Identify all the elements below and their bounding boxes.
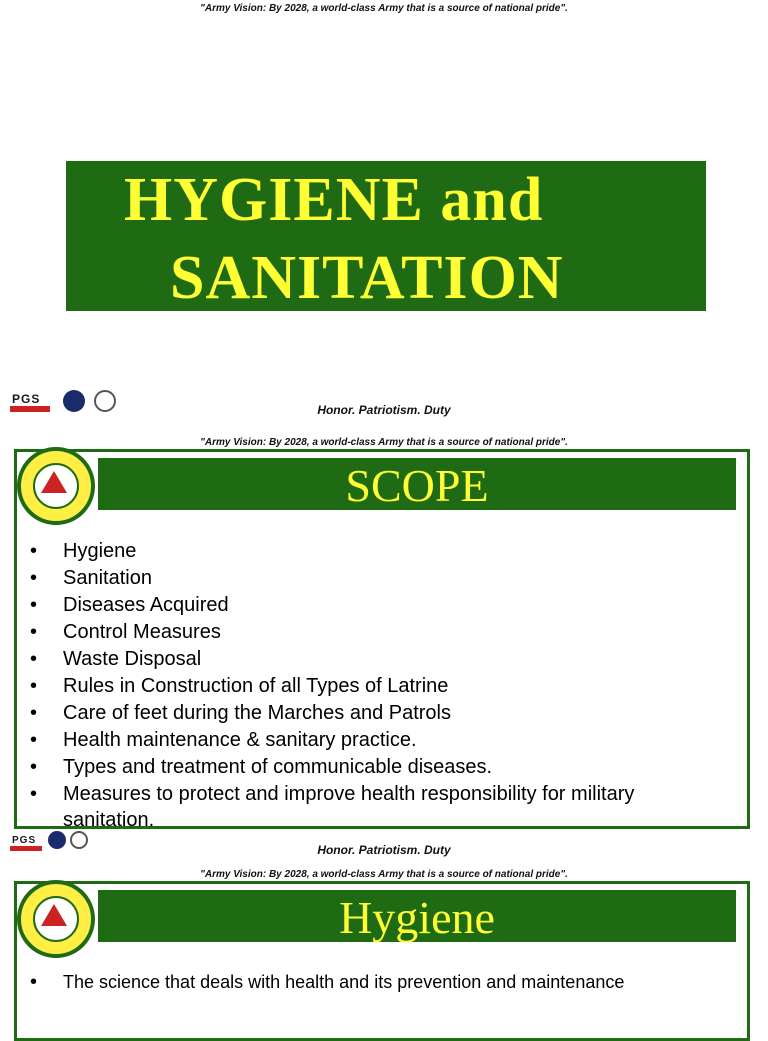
hygiene-header	[98, 890, 736, 942]
title-banner	[66, 161, 706, 311]
list-item: • Health maintenance & sanitary practice.	[30, 727, 730, 754]
scope-header	[98, 458, 736, 510]
title-line-1: HYGIENE and	[124, 166, 544, 234]
list-item: • Diseases Acquired	[30, 592, 730, 619]
list-item: • Rules in Construction of all Types of Latrine	[30, 673, 730, 700]
list-item: • The science that deals with health and its prevention and maintenance	[30, 969, 730, 996]
hygiene-list	[30, 969, 730, 996]
list-item: • Waste Disposal	[30, 646, 730, 673]
emblem-triangle	[41, 471, 67, 493]
list-item: • Sanitation	[30, 565, 730, 592]
list-item: • Care of feet during the Marches and Patrols	[30, 700, 730, 727]
motto: Honor. Patriotism. Duty	[317, 843, 451, 857]
list-item: • Types and treatment of communicable diseases.	[30, 754, 730, 781]
title-line-2: SANITATION	[170, 244, 564, 312]
hygiene-heading: Hygiene	[339, 892, 495, 943]
army-emblem-icon	[17, 447, 95, 525]
vision-statement: "Army Vision: By 2028, a world-class Army that is a source of national pride".	[200, 437, 568, 448]
vision-statement: "Army Vision: By 2028, a world-class Army that is a source of national pride".	[200, 869, 568, 880]
pgs-logo: PGS	[12, 835, 37, 846]
list-item: • Control Measures	[30, 619, 730, 646]
vision-statement: "Army Vision: By 2028, a world-class Army that is a source of national pride".	[200, 3, 568, 14]
army-emblem-icon	[17, 880, 95, 958]
emblem-triangle	[41, 904, 67, 926]
list-item: • Hygiene	[30, 538, 730, 565]
scope-list	[30, 538, 730, 833]
motto: Honor. Patriotism. Duty	[317, 403, 451, 417]
list-item: • Measures to protect and improve health responsibility for military sanitation.	[30, 781, 730, 833]
scope-heading: SCOPE	[345, 460, 489, 511]
pgs-logo: PGS	[12, 392, 41, 406]
